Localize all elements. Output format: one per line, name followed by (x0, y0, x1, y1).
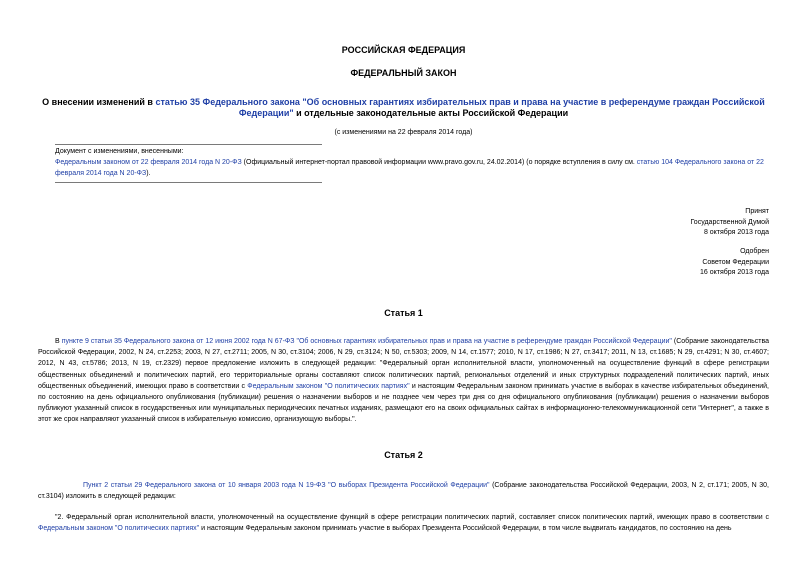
article-1-heading: Статья 1 (384, 308, 423, 318)
adopted-line-3: 8 октября 2013 года (703, 229, 769, 236)
article-2-paragraph-1 (38, 480, 769, 502)
approved-line-2: Советом Федерации (702, 258, 769, 266)
article1-text-1: (Собрание законодательства Российской Федерации, 2002, N 24, ст.2253; 2003, N 27, ст.2711; 2005, N 30, ст.3104; 2006, N 29, ст.3124; N 50, ст.5303; 2009, N 14, ст.1577; 2010, N 17, ст.1986; N 27, ст.3417; 2011, N 13, ст.1685; N 29, ст.4291; N 30, ст.4607; 2012, N 43, ст.5786; 2013, N 19, ст.2329) первое предложение изложить в следующей редакции: "Федеральный орган исполнительной власти, уполномоченный на осуществление функций в сфере регистрации общественных объединений и политических партий, его территориальные органы составляют список политических партий, региональных отделений и иных структурных подразделений политических партий, иных общественных объединений, имеющих право в соответствии с (38, 338, 769, 390)
title-text-1: О внесении изменений в (42, 97, 156, 107)
article1-link-1[interactable]: пункте 9 статьи 35 Федерального закона от 12 июня 2002 года N 67-ФЗ "Об основных гарантиях избирательных прав и права на участие в референдуме граждан Российской Федерации" (61, 338, 672, 345)
header-law-type: ФЕДЕРАЛЬНЫЙ ЗАКОН (350, 68, 457, 78)
changes-body (55, 157, 770, 179)
changes-law-link[interactable]: Федеральным законом от 22 февраля 2014 года N 20-ФЗ (55, 159, 242, 166)
header-country: РОССИЙСКАЯ ФЕДЕРАЦИЯ (341, 45, 466, 55)
adopted-line-2: Государственной Думой (690, 218, 769, 226)
adopted-block (569, 207, 769, 239)
article2-link-1[interactable]: Пункт 2 статьи 29 Федерального закона от 10 января 2003 года N 19-ФЗ "О выборах Президента Российской Федерации" (83, 482, 490, 489)
article-2-heading: Статья 2 (384, 450, 423, 460)
amended-note: (с изменениями на 22 февраля 2014 года) (334, 129, 473, 136)
changes-text-2: ). (146, 170, 151, 177)
changes-article-link[interactable]: статью 104 Федерального закона от 22 февраля 2014 года N 20-ФЗ (55, 159, 764, 177)
divider-top (55, 144, 322, 145)
divider-bottom (55, 182, 322, 183)
article2-text-1: (Собрание законодательства Российской Федерации, 2003, N 2, ст.171; 2005, N 30, ст.3104) изложить в следующей редакции: (38, 482, 769, 501)
title-link[interactable]: статью 35 Федерального закона "Об основных гарантиях избирательных прав и права на участие в референдуме граждан Российской Федерации" (155, 97, 765, 118)
article2-p2-text-1: и настоящим Федеральным законом принимать участие в выборах Президента Российской Федерации, в том числе выдвигать кандидатов, по состоянию на день (199, 525, 732, 533)
article1-text-0: В (55, 338, 62, 345)
adopted-line-1: Принят (745, 208, 769, 215)
approved-line-1: Одобрен (740, 248, 769, 255)
title-text-2: и отдельные законодательные акты Российской Федерации (293, 108, 569, 118)
approved-block (569, 247, 769, 279)
approved-line-3: 16 октября 2013 года (700, 269, 769, 276)
changes-label: Документ с изменениями, внесенными: (55, 148, 184, 155)
article2-link-2[interactable]: Федеральным законом "О политических партиях" (38, 525, 200, 533)
article-1-paragraph (38, 336, 769, 426)
article1-text-2: и настоящим Федеральным законом принимать участие в выборах в качестве избирательных объединений, по состоянию на день официального опубликования (публикации) решения о назначении выборов и не позднее чем через три дня со дня официального опубликования (публикации) решения о назначении выборов публикуют указанный список в государственных или муниципальных периодических печатных изданиях, размещают его на своих официальных сайтах в информационно-телекоммуникационной сети "Интернет", а также в этот же срок направляют указанный список в избирательную комиссию, организующую выборы.". (38, 382, 769, 424)
article1-link-2[interactable]: Федеральным законом "О политических партиях" (247, 382, 410, 390)
document-title (40, 97, 767, 119)
article-2-paragraph-2 (38, 512, 769, 534)
article2-p2-text-0: "2. Федеральный орган исполнительной власти, уполномоченный на осуществление функций в сфере регистрации политических партий, составляет список политических партий, имеющих право в соответствии с (55, 514, 769, 521)
changes-text-1: (Официальный интернет-портал правовой информации www.pravo.gov.ru, 24.02.2014) (о порядке вступления в силу см. (241, 159, 637, 166)
